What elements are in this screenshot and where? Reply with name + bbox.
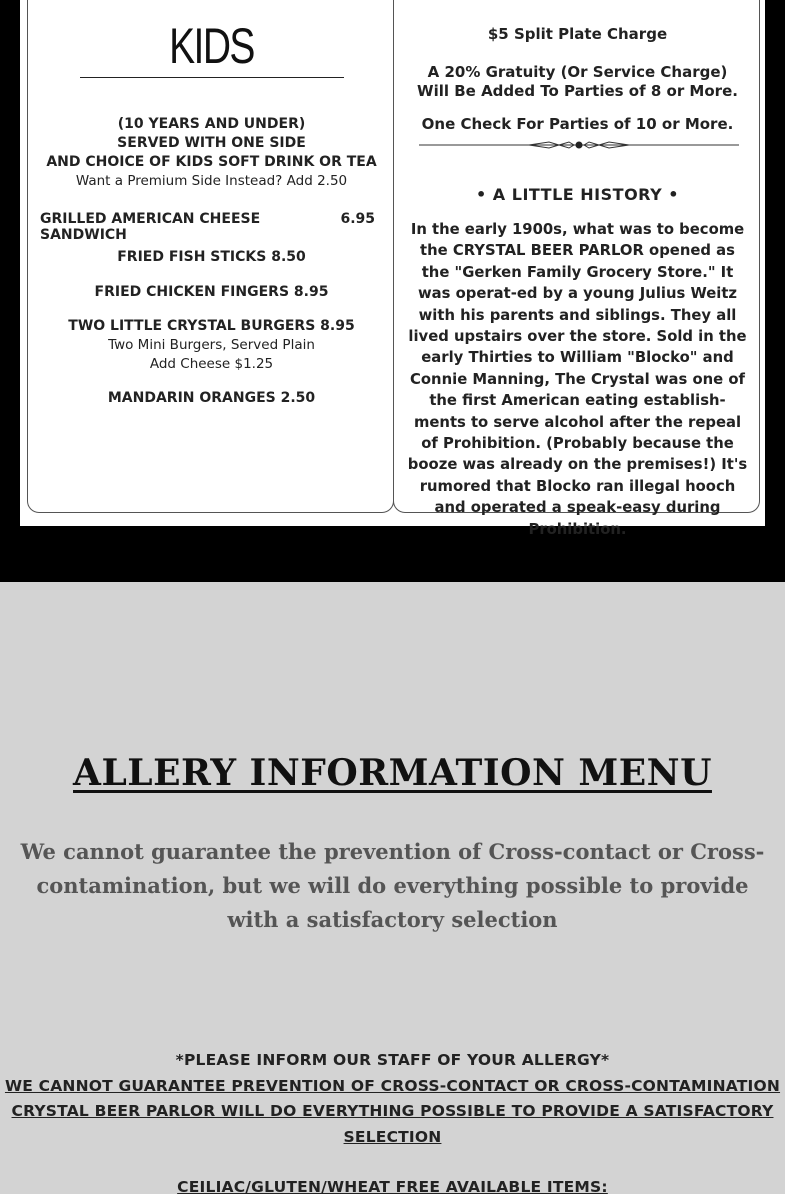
kids-item-price: 6.95 [340,211,375,227]
kids-item-oranges: MANDARIN ORANGES 2.50 [107,390,316,406]
one-check-note: One Check For Parties of 10 or More. [421,115,734,133]
kids-title: KIDS [169,18,254,74]
kids-title-rule [80,77,344,78]
history-text: In the early 1900s, what was to become the CRYSTAL BEER PARLOR opened as the "Gerken Family Grocery Store." It was operat-ed by a young Julius Weitz with his parents and siblings. They all lived upstairs over the store. Sold in the early Thirties to William "Blocko" and Connie Manning, The Crystal was one of the first American eating establish-ments to serve alcohol after the repeal of Prohibition. (Probably because the booze was already on the premises!) It's rumored that Blocko ran illegal hooch and operated a speak-easy during Prohibition. [407,221,748,538]
gratuity-line-1: A 20% Gratuity (Or Service Charge) [427,63,728,81]
ornament-divider [419,141,739,149]
info-panel [393,0,760,538]
kids-item-grilled-cheese [40,211,375,243]
gratuity-line-2: Will Be Added To Parties of 8 or More. [417,82,738,100]
kids-item-name: GRILLED AMERICAN CHEESE SANDWICH [40,211,261,243]
split-plate-charge: $5 Split Plate Charge [487,25,668,43]
kids-item-burgers: TWO LITTLE CRYSTAL BURGERS 8.95 [68,318,355,334]
kids-drink-note: AND CHOICE OF KIDS SOFT DRINK OR TEA [46,154,377,170]
allergy-intro: We cannot guarantee the prevention of Cross-contact or Cross-contamination, but we will do everything possible to provide with a satisfactory selection [20,839,765,932]
kids-burgers-desc: Two Mini Burgers, Served Plain [108,337,315,353]
kids-menu-panel [27,0,394,513]
menu-image-band [0,0,785,582]
will-do-notice-line-2: SELECTION [343,1128,442,1146]
allergy-heading: ALLERY INFORMATION MENU [73,752,712,794]
inform-staff-notice: *PLEASE INFORM OUR STAFF OF YOUR ALLERGY* [175,1051,610,1069]
celiac-items-heading: CEILIAC/GLUTEN/WHEAT FREE AVAILABLE ITEMS: [177,1178,608,1194]
kids-side-note: SERVED WITH ONE SIDE [117,135,306,151]
no-guarantee-notice: WE CANNOT GUARANTEE PREVENTION OF CROSS-CONTACT OR CROSS-CONTAMINATION [4,1077,781,1095]
history-title: • A LITTLE HISTORY • [476,185,679,204]
kids-age-note: (10 YEARS AND UNDER) [117,116,306,132]
kids-burgers-cheese: Add Cheese $1.25 [149,356,274,372]
will-do-notice-line-1: CRYSTAL BEER PARLOR WILL DO EVERYTHING POSSIBLE TO PROVIDE A SATISFACTORY [11,1102,774,1120]
menu-sheet [20,0,765,538]
kids-item-fish-sticks: FRIED FISH STICKS 8.50 [117,249,306,265]
kids-premium-note: Want a Premium Side Instead? Add 2.50 [75,173,348,189]
kids-item-chicken-fingers: FRIED CHICKEN FINGERS 8.95 [94,284,329,300]
